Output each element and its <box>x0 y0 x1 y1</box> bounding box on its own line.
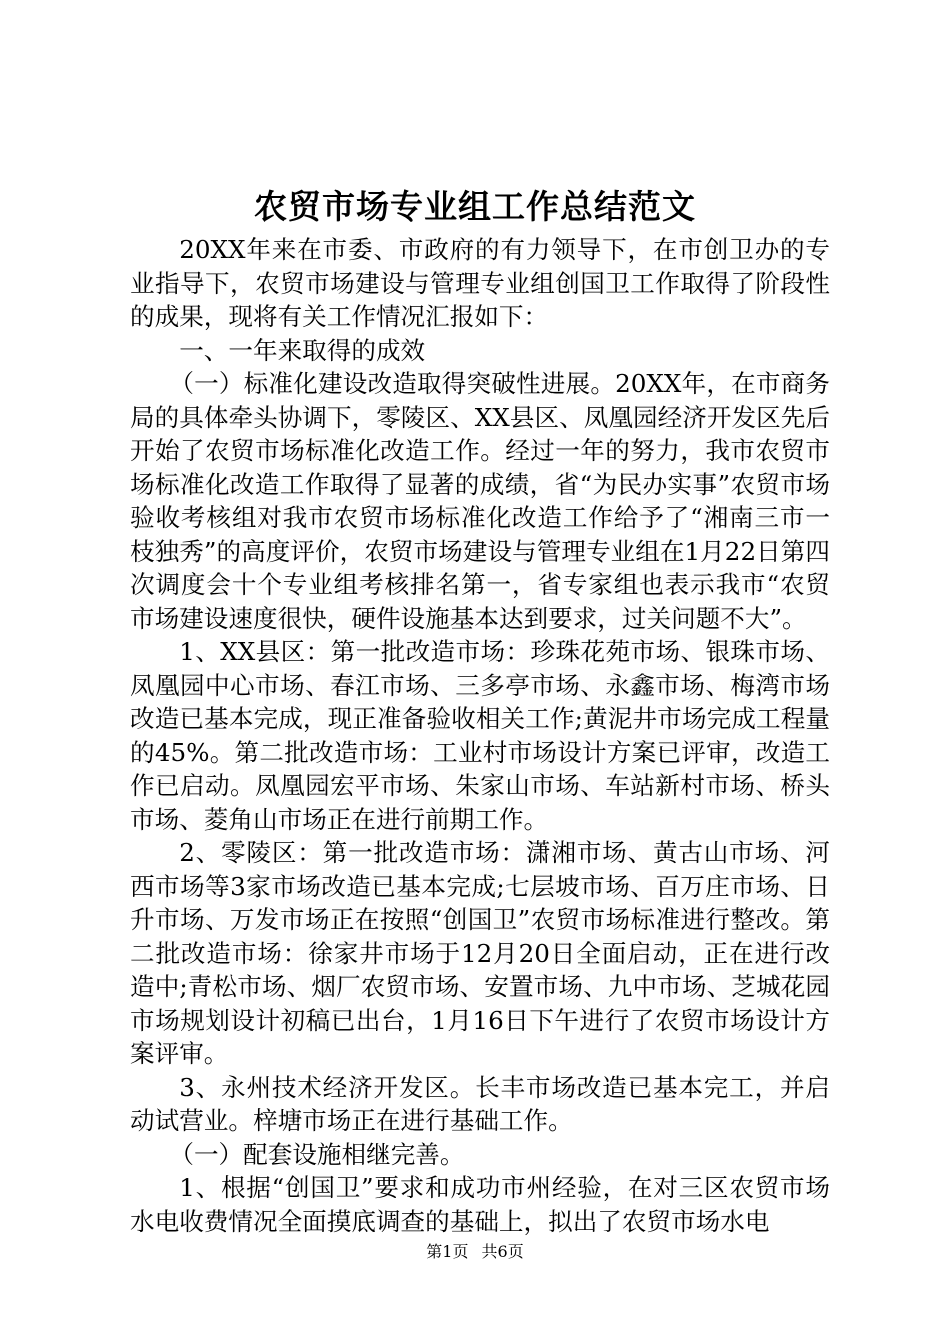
subsection-paragraph: （一）标准化建设改造取得突破性进展。20XX年，在市商务局的具体牵头协调下，零陵区、XX县区、凤凰园经济开发区先后开始了农贸市场标准化改造工作。经过一年的努力，我市农贸市场标准化改造工作取得了显著的成绩，省“为民办实事”农贸市场验收考核组对我市农贸市场标准化改造工作给予了“湘南三市一枝独秀”的高度评价，农贸市场建设与管理专业组在1月22日第四次调度会十个专业组考核排名第一，省专家组也表示我市“农贸市场建设速度很快，硬件设施基本达到要求，过关问题不大”。 <box>130 369 830 633</box>
page-number: 第1页 <box>426 1242 469 1261</box>
district-paragraph-2: 2、零陵区：第一批改造市场：潇湘市场、黄古山市场、河西市场等3家市场改造已基本完成;七层坡市场、百万庄市场、日升市场、万发市场正在按照“创国卫”农贸市场标准进行整改。第二批改造市场：徐家井市场于12月20日全面启动，正在进行改造中;青松市场、烟厂农贸市场、安置市场、九中市场、芝城花园市场规划设计初稿已出台，1月16日下午进行了农贸市场设计方案评审。 <box>130 838 830 1068</box>
document-title: 农贸市场专业组工作总结范文 <box>254 187 696 226</box>
district-paragraph-1: 1、XX县区：第一批改造市场：珍珠花苑市场、银珠市场、凤凰园中心市场、春江市场、三多亭市场、永鑫市场、梅湾市场改造已基本完成，现正准备验收相关工作;黄泥井市场完成工程量的45%。第二批改造市场：工业村市场设计方案已评审，改造工作已启动。凤凰园宏平市场、朱家山市场、车站新村市场、桥头市场、菱角山市场正在进行前期工作。 <box>130 637 830 834</box>
document-body <box>130 233 830 1238</box>
facility-paragraph: 1、根据“创国卫”要求和成功市州经验，在对三区农贸市场水电收费情况全面摸底调查的基础上，拟出了农贸市场水电 <box>130 1173 830 1236</box>
district-paragraph-3: 3、永州技术经济开发区。长丰市场改造已基本完工，并启动试营业。梓塘市场正在进行基础工作。 <box>130 1072 830 1135</box>
page-total: 共6页 <box>481 1242 524 1261</box>
section-heading: 一、一年来取得的成效 <box>179 335 426 365</box>
intro-paragraph: 20XX年来在市委、市政府的有力领导下，在市创卫办的专业指导下，农贸市场建设与管理专业组创国卫工作取得了阶段性的成果，现将有关工作情况汇报如下： <box>130 235 830 331</box>
page-footer <box>0 1240 950 1264</box>
subsection-heading: （一）配套设施相继完善。 <box>169 1139 465 1169</box>
